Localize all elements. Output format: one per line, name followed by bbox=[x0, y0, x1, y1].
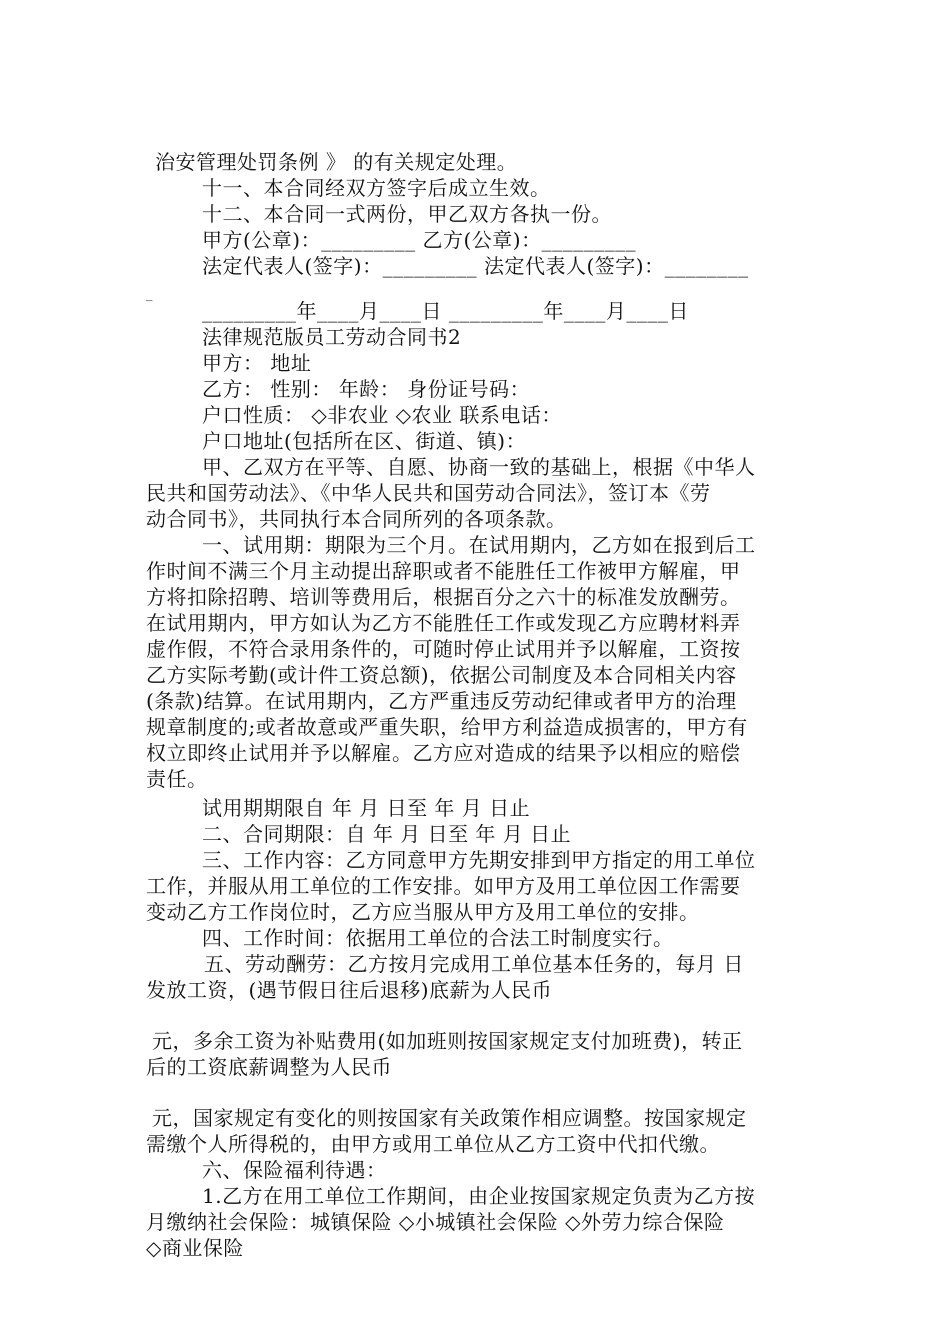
clause-3-work-content: 三、工作内容：乙方同意甲方先期安排到甲方指定的用工单位 bbox=[202, 848, 756, 872]
text-line: 甲、乙双方在平等、自愿、协商一致的基础上，根据《中华人 bbox=[202, 455, 756, 479]
text-line: 乙方实际考勤(或计件工资总额)，依据公司制度及本合同相关内容 bbox=[146, 663, 737, 687]
text-line: ◇商业保险 bbox=[146, 1236, 244, 1260]
text-line: 工作，并服从用工单位的工作安排。如甲方及用工单位因工作需要 bbox=[146, 874, 741, 898]
text-line: 动合同书》，共同执行本合同所列的各项条款。 bbox=[146, 507, 567, 531]
text-line: 责任。 bbox=[146, 767, 208, 791]
clause-4-work-hours: 四、工作时间：依据用工单位的合法工时制度实行。 bbox=[202, 926, 674, 950]
signature-date-line: _________年____月____日 _________年____月____日 bbox=[202, 299, 689, 323]
clause-1-probation: 一、试用期：期限为三个月。在试用期内，乙方如在报到后工 bbox=[202, 533, 756, 557]
signature-representative-line: 法定代表人(签字)：_________ 法定代表人(签字)：________ bbox=[202, 254, 749, 278]
text-line: 权立即终止试用并予以解雇。乙方应对造成的结果予以相应的赔偿 bbox=[146, 741, 741, 765]
text-line: 后的工资底薪调整为人民币 bbox=[146, 1055, 392, 1079]
text-line: (条款)结算。在试用期内，乙方严重违反劳动纪律或者甲方的治理 bbox=[146, 689, 737, 713]
insurance-item-1: 1.乙方在用工单位工作期间，由企业按国家规定负责为乙方按 bbox=[202, 1184, 756, 1208]
contract-title: 法律规范版员工劳动合同书2 bbox=[202, 325, 462, 349]
text-line: 元，多余工资为补贴费用(如加班则按国家规定支付加班费)，转正 bbox=[152, 1029, 743, 1053]
text-line: 民共和国劳动法》、《中华人民共和国劳动合同法》，签订本《劳 bbox=[146, 481, 711, 505]
signature-seal-line: 甲方(公章)：_________ 乙方(公章)：_________ bbox=[202, 228, 637, 252]
text-line: 方将扣除招聘、培训等费用后，根据百分之六十的标准发放酬劳。 bbox=[146, 585, 741, 609]
clause-5-remuneration: 五、劳动酬劳：乙方按月完成用工单位基本任务的，每月 日 bbox=[204, 952, 744, 976]
text-line: 治安管理处罚条例 》 的有关规定处理。 bbox=[155, 150, 518, 174]
household-address-line: 户口地址(包括所在区、街道、镇)： bbox=[202, 429, 527, 453]
text-line: 元，国家规定有变化的则按国家有关政策作相应调整。按国家规定 bbox=[152, 1106, 747, 1130]
clause-12: 十二、本合同一式两份，甲乙双方各执一份。 bbox=[202, 202, 612, 226]
text-line: 规章制度的;或者故意或严重失职，给甲方利益造成损害的，甲方有 bbox=[146, 715, 748, 739]
household-type-line: 户口性质： ◇非农业 ◇农业 联系电话： bbox=[202, 403, 562, 427]
clause-6-insurance: 六、保险福利待遇： bbox=[202, 1158, 387, 1182]
text-line: 需缴个人所得税的，由甲方或用工单位从乙方工资中代扣代缴。 bbox=[146, 1132, 720, 1156]
text-line: 变动乙方工作岗位时，乙方应当服从甲方及用工单位的安排。 bbox=[146, 900, 700, 924]
text-line: 在试用期内，甲方如认为乙方不能胜任工作或发现乙方应聘材料弄 bbox=[146, 611, 741, 635]
text-line: 作时间不满三个月主动提出辞职或者不能胜任工作被甲方解雇，甲 bbox=[146, 559, 741, 583]
clause-11: 十一、本合同经双方签字后成立生效。 bbox=[202, 176, 551, 200]
text-line: _ bbox=[146, 287, 153, 302]
text-line: 月缴纳社会保险：城镇保险 ◇小城镇社会保险 ◇外劳力综合保险 bbox=[146, 1210, 725, 1234]
text-line: 虚作假，不符合录用条件的，可随时停止试用并予以解雇，工资按 bbox=[146, 637, 741, 661]
party-a-line: 甲方： 地址 bbox=[202, 351, 312, 375]
party-b-line: 乙方： 性别： 年龄： 身份证号码： bbox=[202, 377, 531, 401]
probation-period-line: 试用期期限自 年 月 日至 年 月 日止 bbox=[202, 796, 531, 820]
text-line: 发放工资，(遇节假日往后退移)底薪为人民币 bbox=[146, 978, 553, 1002]
clause-2-term: 二、合同期限：自 年 月 日至 年 月 日止 bbox=[202, 822, 572, 846]
